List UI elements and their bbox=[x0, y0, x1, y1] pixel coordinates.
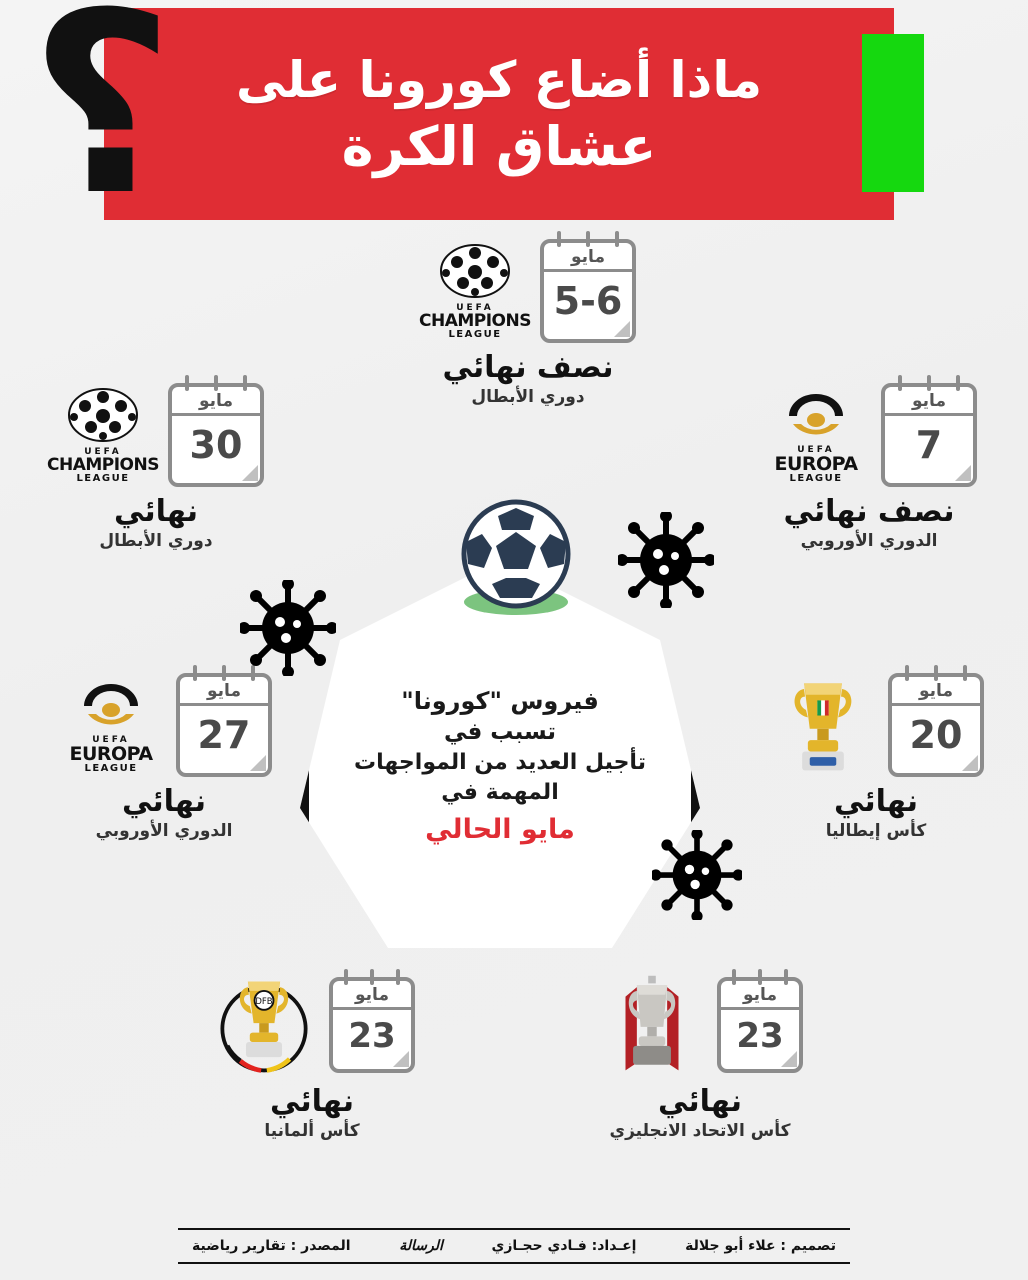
calendar-month: مايو bbox=[180, 677, 268, 706]
calendar-day: 7 bbox=[915, 423, 943, 467]
virus-icon-left bbox=[240, 580, 336, 680]
event-stage: نهائي bbox=[834, 784, 918, 819]
center-line-3: تأجيل العديد من المواجهات bbox=[354, 750, 646, 776]
event-stage: نصف نهائي bbox=[442, 350, 614, 385]
virus-icon-top-right bbox=[618, 512, 714, 612]
event-dfb-pokal-final bbox=[172, 972, 452, 1141]
event-competition: كأس ألمانيا bbox=[264, 1121, 360, 1141]
calendar-month: مايو bbox=[885, 387, 973, 416]
center-highlight: مايو الحالي bbox=[425, 813, 575, 845]
event-competition: دوري الأبطال bbox=[471, 387, 585, 407]
event-uel-semifinal bbox=[724, 382, 1014, 551]
event-coppa-italia-final bbox=[736, 672, 1016, 841]
event-competition: الدوري الأوروبي bbox=[800, 531, 938, 551]
event-competition: الدوري الأوروبي bbox=[95, 821, 233, 841]
footer-designer: تصميم : علاء أبو جلالة bbox=[685, 1238, 836, 1254]
event-stage: نهائي bbox=[122, 784, 206, 819]
calendar-month: مايو bbox=[172, 387, 260, 416]
calendar-icon bbox=[881, 383, 977, 487]
virus-icon-bottom-right bbox=[652, 830, 742, 924]
event-stage: نصف نهائي bbox=[783, 494, 955, 529]
calendar-icon bbox=[168, 383, 264, 487]
uefa-champions-league-logo: UEFA CHAMPIONS LEAGUE bbox=[420, 238, 530, 344]
uefa-europa-league-logo: UEFA EUROPA LEAGUE bbox=[56, 672, 166, 778]
center-text bbox=[330, 685, 670, 848]
calendar-day: 23 bbox=[348, 1016, 396, 1056]
uefa-champions-league-logo: UEFA CHAMPIONS LEAGUE bbox=[48, 382, 158, 488]
event-fa-cup-final bbox=[560, 972, 840, 1141]
footer-source: المصدر : تقارير رياضية bbox=[192, 1238, 351, 1254]
calendar-month: مايو bbox=[892, 677, 980, 706]
calendar-icon bbox=[176, 673, 272, 777]
event-stage: نهائي bbox=[658, 1084, 742, 1119]
calendar-icon bbox=[540, 239, 636, 343]
calendar-day: 23 bbox=[736, 1016, 784, 1056]
dfb-pokal-trophy-icon bbox=[209, 972, 319, 1078]
center-line-4: المهمة في bbox=[441, 780, 559, 806]
title-line-2: عشاق الكرة bbox=[341, 114, 657, 178]
event-competition: كأس الاتحاد الانجليزي bbox=[609, 1121, 791, 1141]
calendar-month: مايو bbox=[544, 243, 632, 272]
fa-cup-trophy-icon bbox=[597, 972, 707, 1078]
page-title bbox=[104, 8, 894, 220]
event-competition: كأس إيطاليا bbox=[825, 821, 927, 841]
calendar-day: 5-6 bbox=[553, 279, 623, 323]
event-competition: دوري الأبطال bbox=[99, 531, 213, 551]
calendar-icon bbox=[888, 673, 984, 777]
question-mark-icon: ؟ bbox=[28, 0, 174, 250]
footer-editor: إعـداد: فـادي حجـازي bbox=[491, 1238, 637, 1254]
calendar-icon bbox=[717, 977, 803, 1073]
calendar-icon bbox=[329, 977, 415, 1073]
calendar-month: مايو bbox=[721, 981, 799, 1010]
uefa-europa-league-logo: UEFA EUROPA LEAGUE bbox=[761, 382, 871, 488]
center-line-1: فيروس "كورونا" bbox=[401, 687, 599, 715]
svg-text:DFB: DFB bbox=[255, 997, 273, 1008]
event-ucl-semifinal bbox=[388, 238, 668, 407]
calendar-day: 27 bbox=[197, 713, 251, 757]
event-uel-final bbox=[24, 672, 304, 841]
event-stage: نهائي bbox=[270, 1084, 354, 1119]
coppa-italia-trophy-icon bbox=[768, 672, 878, 778]
footer-bar bbox=[178, 1228, 850, 1264]
footer-brand-logo: الرسالة bbox=[399, 1238, 443, 1254]
calendar-day: 30 bbox=[189, 423, 243, 467]
calendar-month: مايو bbox=[333, 981, 411, 1010]
center-line-2: تسبب في bbox=[443, 719, 557, 746]
event-ucl-final bbox=[16, 382, 296, 551]
calendar-day: 20 bbox=[909, 713, 963, 757]
title-line-1: ماذا أضاع كورونا على bbox=[235, 50, 763, 109]
football-icon bbox=[448, 498, 584, 616]
event-stage: نهائي bbox=[114, 494, 198, 529]
